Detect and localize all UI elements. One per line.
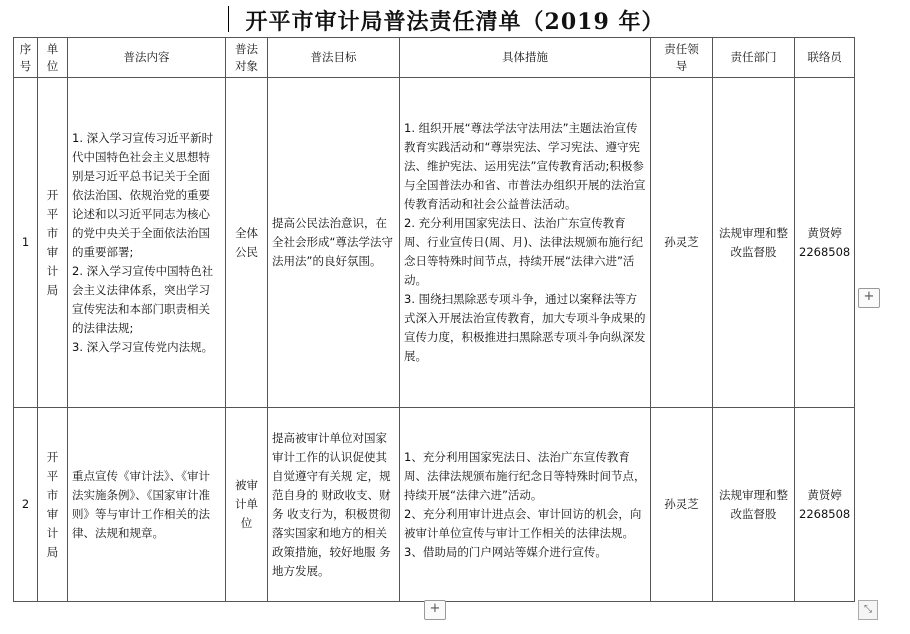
- row-content: 重点宣传《审计法》、《审计法实施条例》、《国家审计准则》等与审计工作相关的法律、法规和规章。: [68, 408, 226, 602]
- header-target: 普法 对象: [226, 38, 268, 78]
- table-resize-handle-icon[interactable]: ⤡: [858, 600, 878, 620]
- row-dept: 法规审理和整改监督股: [713, 408, 795, 602]
- header-seq: 序 号: [14, 38, 38, 78]
- header-measures: 具体措施: [400, 38, 651, 78]
- row-goal: 提高公民法治意识，在全社会形成“尊法学法守法用法”的良好氛围。: [268, 78, 400, 408]
- row-seq: 2: [14, 408, 38, 602]
- row-target: 被审 计单 位: [226, 408, 268, 602]
- row-seq: 1: [14, 78, 38, 408]
- header-content: 普法内容: [68, 38, 226, 78]
- table-header-row: [14, 38, 855, 78]
- row-contact: 黄贤婷 2268508: [795, 78, 855, 408]
- header-contact: 联络员: [795, 38, 855, 78]
- row-measures: 1、充分利用国家宪法日、法治广东宣传教育周、法律法规颁布施行纪念日等特殊时间节点，持续开展“法律六进”活动。 2、充分利用审计进点会、审计回访的机会，向被审计单位宣传与审计工作相关的法律法规。 3、借助局的门户网站等媒介进行宣传。: [400, 408, 651, 602]
- row-leader: 孙灵芝: [651, 78, 713, 408]
- row-contact: 黄贤婷 2268508: [795, 408, 855, 602]
- row-measures: 1. 组织开展“尊法学法守法用法”主题法治宣传教育实践活动和“尊崇宪法、学习宪法、遵守宪法、维护宪法、运用宪法”宣传教育活动;积极参与全国普法办和省、市普法办组织开展的法治宣传教育活动和社会公益普法活动。 2. 充分利用国家宪法日、法治广东宣传教育周、行业宣传日(周、月)、法律法规颁布施行纪念日等特殊时间节点，持续开展“法律六进”活动。 3. 围绕扫黑除恶专项斗争，通过以案释法等方式深入开展法治宣传教育，加大专项斗争成果的宣传力度，积极推进扫黑除恶专项斗争向纵深发展。: [400, 78, 651, 408]
- row-leader: 孙灵芝: [651, 408, 713, 602]
- table-row: [14, 78, 855, 408]
- header-unit: 单 位: [38, 38, 68, 78]
- add-row-button[interactable]: +: [424, 600, 446, 620]
- text-cursor: [228, 6, 229, 32]
- document-title: 开平市审计局普法责任清单（2019 年）: [245, 9, 665, 35]
- row-target: 全体 公民: [226, 78, 268, 408]
- row-dept: 法规审理和整改监督股: [713, 78, 795, 408]
- row-goal: 提高被审计单位对国家审计工作的认识促使其自觉遵守有关规 定，规范自身的 财政收支、财务 收支行为，积极贯彻落实国家和地方的相关政策措施，较好地服 务地方发展。: [268, 408, 400, 602]
- add-column-button[interactable]: +: [858, 288, 880, 308]
- header-leader: 责任领 导: [651, 38, 713, 78]
- row-unit: 开 平 市 审 计 局: [38, 408, 68, 602]
- table-row: [14, 408, 855, 602]
- row-unit: 开 平 市 审 计 局: [38, 78, 68, 408]
- row-content: 1. 深入学习宣传习近平新时代中国特色社会主义思想特别是习近平总书记关于全面依法治国、依规治党的重要论述和以习近平同志为核心的党中央关于全面依法治国的重要部署; 2. 深入学习宣传中国特色社会主义法律体系，突出学习宣传宪法和本部门职责相关的法律法规; 3. 深入学习宣传党内法规。: [68, 78, 226, 408]
- header-dept: 责任部门: [713, 38, 795, 78]
- header-goal: 普法目标: [268, 38, 400, 78]
- responsibility-table: [13, 37, 855, 602]
